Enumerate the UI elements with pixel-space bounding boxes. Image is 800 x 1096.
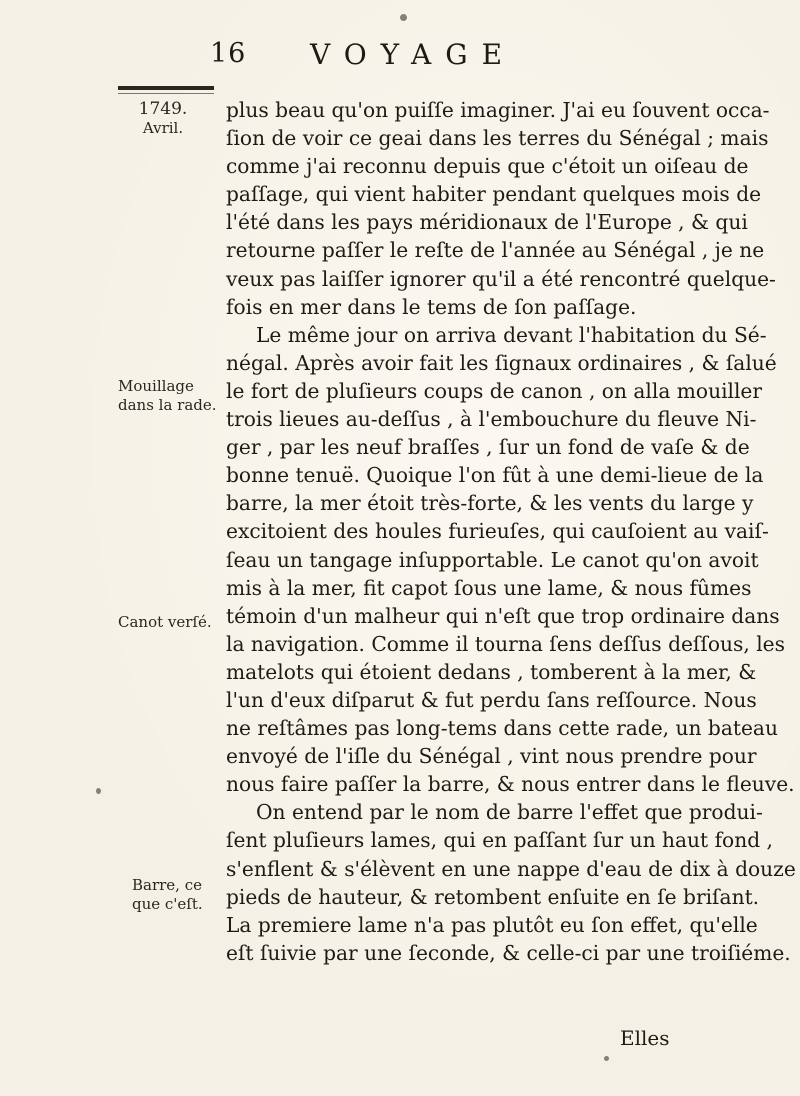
margin-note-line: Barre, ce bbox=[132, 876, 202, 894]
margin-note-line: Canot verſé. bbox=[118, 613, 212, 631]
text-line: le fort de pluſieurs coups de canon , on alla mouiller bbox=[226, 378, 763, 403]
ink-speck bbox=[96, 788, 101, 794]
text-line: excitoient des houles furieuſes, qui cauſoient au vaiſ- bbox=[226, 519, 769, 544]
text-line: ſent pluſieurs lames, qui en paſſant ſur un haut fond , bbox=[226, 828, 773, 853]
text-line: l'un d'eux diſparut & fut perdu ſans reſſource. Nous bbox=[226, 687, 757, 712]
margin-date bbox=[118, 100, 208, 138]
text-line: l'été dans les pays méridionaux de l'Europe , & qui bbox=[226, 210, 748, 235]
margin-note-mouillage bbox=[118, 377, 217, 415]
text-line: négal. Après avoir fait les ſignaux ordinaires , & ſalué bbox=[226, 350, 777, 375]
text-line: trois lieues au-deſſus , à l'embouchure du fleuve Ni- bbox=[226, 407, 757, 432]
margin-date-year: 1749. bbox=[138, 99, 188, 119]
text-line: pieds de hauteur, & retombent enſuite en ſe briſant. bbox=[226, 884, 760, 909]
text-line: fois en mer dans le tems de ſon paſſage. bbox=[226, 294, 637, 319]
text-line: matelots qui étoient dedans , tomberent à la mer, & bbox=[226, 659, 757, 684]
margin-rule-thick bbox=[118, 86, 214, 90]
margin-note-line: dans la rade. bbox=[118, 396, 217, 414]
text-line: On entend par le nom de barre l'effet que produi- bbox=[256, 800, 763, 825]
text-line: s'enflent & s'élèvent en une nappe d'eau de dix à douze bbox=[226, 856, 796, 881]
text-line: nous faire paſſer la barre, & nous entrer dans le fleuve. bbox=[226, 772, 795, 797]
text-line: envoyé de l'iſle du Sénégal , vint nous prendre pour bbox=[226, 744, 757, 769]
text-line: La premiere lame n'a pas plutôt eu ſon effet, qu'elle bbox=[226, 912, 758, 937]
text-line: barre, la mer étoit très-forte, & les vents du large y bbox=[226, 491, 754, 516]
body-text bbox=[226, 96, 796, 967]
margin-note-line: que c'eſt. bbox=[132, 895, 203, 913]
running-head: VOYAGE bbox=[310, 38, 517, 71]
ink-speck bbox=[604, 1056, 609, 1061]
text-line: ne reſtâmes pas long-tems dans cette rade, un bateau bbox=[226, 716, 778, 741]
catchword: Elles bbox=[620, 1026, 670, 1050]
text-line: ger , par les neuf braſſes , ſur un fond de vaſe & de bbox=[226, 435, 750, 460]
margin-note-canot bbox=[118, 613, 212, 632]
text-line: la navigation. Comme il tourna ſens deſſus deſſous, les bbox=[226, 631, 785, 656]
text-line: Le même jour on arriva devant l'habitation du Sé- bbox=[256, 322, 767, 347]
text-line: mis à la mer, fit capot ſous une lame, & nous fûmes bbox=[226, 575, 752, 600]
text-line: eſt ſuivie par une ſeconde, & celle-ci par une troiſiéme. bbox=[226, 940, 791, 965]
ink-speck bbox=[400, 14, 407, 21]
text-line: ſion de voir ce geai dans les terres du Sénégal ; mais bbox=[226, 126, 769, 151]
margin-note-barre bbox=[132, 876, 203, 914]
text-line: plus beau qu'on puiſſe imaginer. J'ai eu ſouvent occa- bbox=[226, 98, 770, 122]
page-number: 16 bbox=[210, 38, 247, 69]
margin-note-line: Mouillage bbox=[118, 377, 194, 395]
text-line: ſeau un tangage inſupportable. Le canot qu'on avoit bbox=[226, 547, 759, 572]
text-line: bonne tenuë. Quoique l'on fût à une demi-lieue de la bbox=[226, 463, 764, 488]
text-line: témoin d'un malheur qui n'eſt que trop ordinaire dans bbox=[226, 603, 780, 628]
text-line: comme j'ai reconnu depuis que c'étoit un oiſeau de bbox=[226, 154, 749, 179]
text-line: veux pas laiſſer ignorer qu'il a été rencontré quelque- bbox=[226, 266, 776, 291]
margin-rule-thin bbox=[118, 93, 214, 94]
text-line: retourne paſſer le reſte de l'année au Sénégal , je ne bbox=[226, 238, 765, 263]
page-header bbox=[200, 38, 620, 82]
margin-date-month: Avril. bbox=[142, 119, 184, 137]
text-line: paſſage, qui vient habiter pendant quelques mois de bbox=[226, 182, 762, 207]
